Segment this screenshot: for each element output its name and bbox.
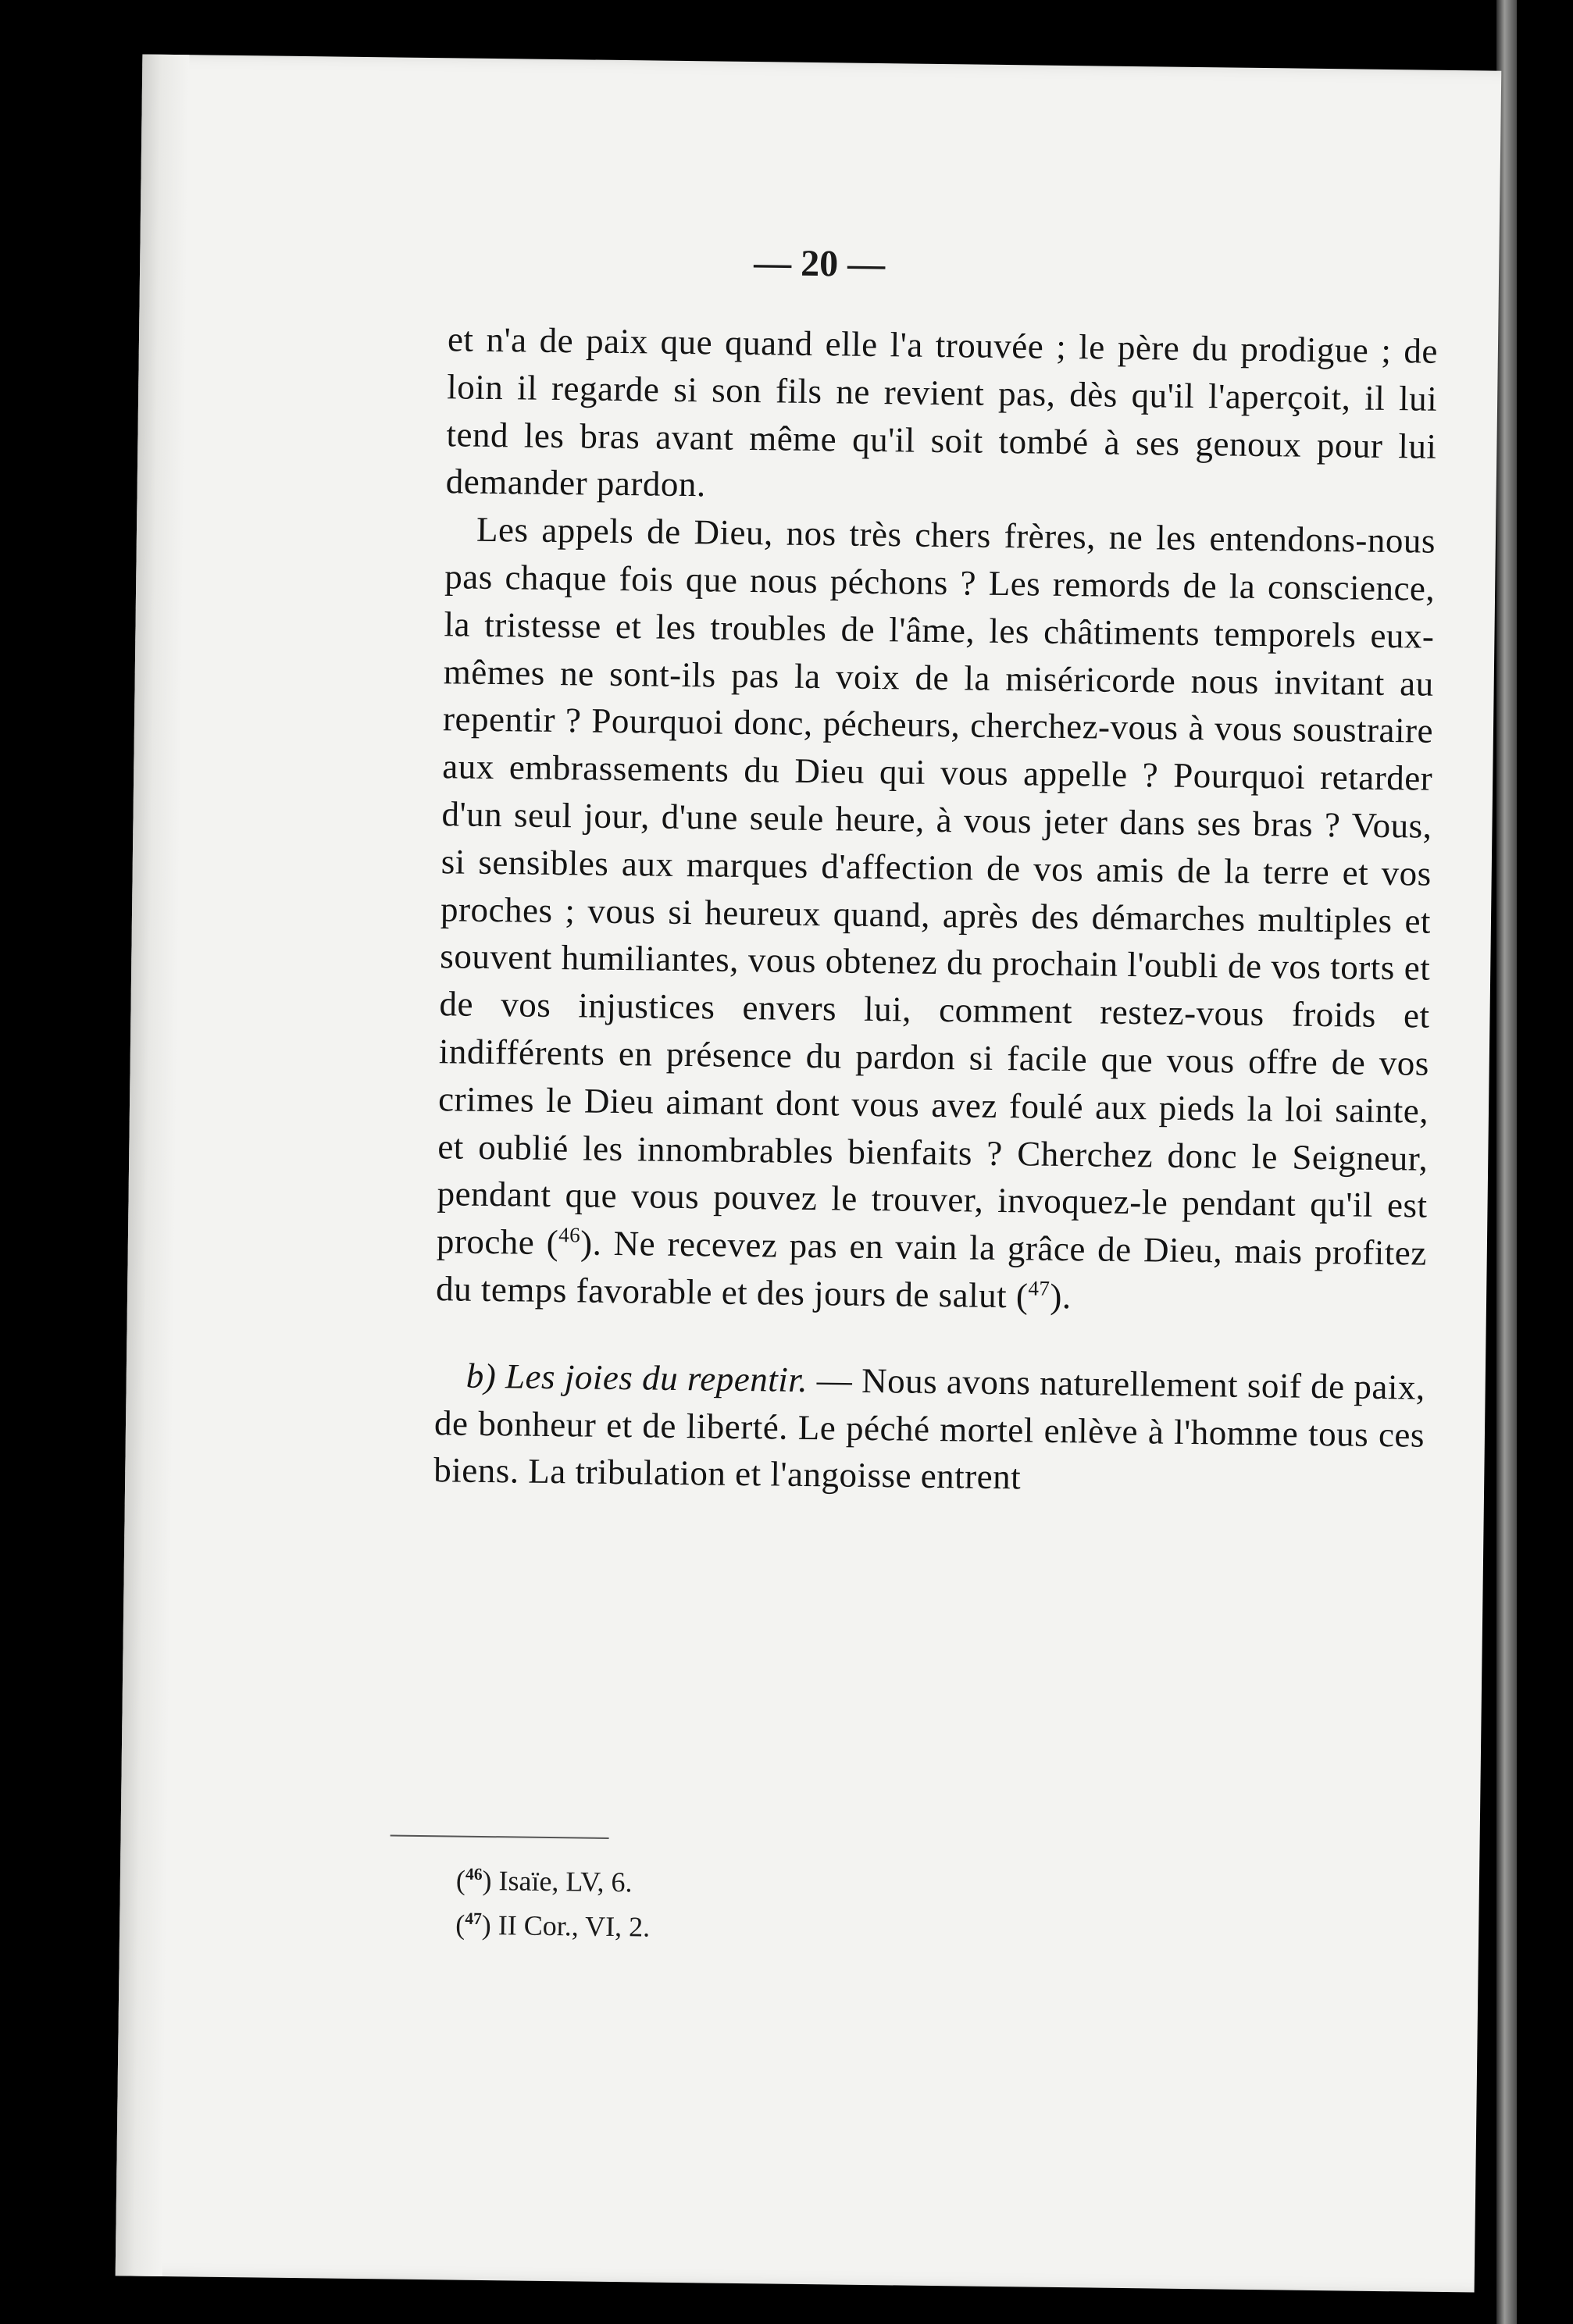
footnote-mark: 46 [465,1864,483,1884]
footnote-mark: 47 [465,1909,483,1928]
paragraph-1: et n'a de paix que quand elle l'a trouvée ; le père du prodigue ; de loin il regarde si son fils ne revient pas, dès qu'il l'aperçoit, il lui tend les bras avant même qu'il soit tombé à ses genoux pour lui demander pardon. [445,319,1439,504]
paragraph-2-end: . [1061,1276,1072,1317]
footnote-text: Isaïe, LV, 6. [498,1865,633,1898]
paragraph-2: Les appels de Dieu, nos très chers frères, ne les entendons-nous pas chaque fois que nous péchons ? Les remords de la conscience, la tristesse et les troubles de l'âme, les châtiments temporels eux-mêmes ne sont-ils pas la voix de la miséricorde nous invitant au repentir ? Pourquoi donc, pécheurs, cherchez-vous à vous soustraire aux embrassements du Dieu qui vous appelle ? Pourquoi retarder d'un seul jour, d'une seule heure, à vous jeter dans ses bras ? Vous, si sensibles aux marques d'affection de vos amis de la terre et vos proches ; vous si heureux quand, après des démarches multiples et souvent humiliantes, vous obtenez du prochain l'oubli de vos torts et de vos injustices envers lui, comment restez-vous froids et indifférents en présence du pardon si facile que vous offre de vos crimes le Dieu aimant dont vous avez foulé aux pieds la loi sainte, et oublié les innombrables bienfaits ? Cherchez donc le Seigneur, pendant que vous pouvez le trouver, invoquez-le pendant qu'il est proche ($^{46}$). Ne recevez pas en vain la grâce de Dieu, mais profitez du temps favorable et des jours de salut ($^{47}$). [435,509,1436,1317]
footnote-ref-47: 47 [1028,1276,1050,1300]
page-number: — 20 — [753,242,886,286]
book-page [116,54,1502,2292]
paragraph-2-continuation: . Ne recevez pas en vain la grâce de Dieu, mais profitez du temps favorable et des jours de salut [435,1223,1428,1316]
footnotes [455,1859,1081,1955]
footnote-separator [391,1835,609,1839]
section-title: b) Les joies du repentir. [465,1356,808,1399]
section-dash: — [807,1360,862,1400]
body-text [433,315,1438,1506]
section-text: Nous avons naturellement soif de paix, de bonheur et de liberté. Le péché mortel enlève à l'homme tous ces biens. La tribulation et l'angoisse entrent [433,1360,1426,1497]
footnote-47: ($^{47}$) II Cor., VI, 2. [455,1909,651,1943]
footnote-ref-46: 46 [558,1223,581,1247]
page-binding-shadow [116,54,190,2276]
paragraph-2-text: Les appels de Dieu, nos très chers frères, ne les entendons-nous pas chaque fois que nous péchons ? Les remords de la conscience, la tristesse et les troubles de l'âme, les châtiments temporels eux-mêmes ne sont-ils pas la voix de la miséricorde nous invitant au repentir ? Pourquoi donc, pécheurs, cherchez-vous à vous soustraire aux embrassements du Dieu qui vous appelle ? Pourquoi retarder d'un seul jour, d'une seule heure, à vous jeter dans ses bras ? Vous, si sensibles aux marques d'affection de vos amis de la terre et vos proches ; vous si heureux quand, après des démarches multiples et souvent humiliantes, vous obtenez du prochain l'oubli de vos torts et de vos injustices envers lui, comment restez-vous froids et indifférents en présence du pardon si facile que vous offre de vos crimes le Dieu aimant dont vous avez foulé aux pieds la loi sainte, et oublié les innombrables bienfaits ? Cherchez donc le Seigneur, pendant que vous pouvez le trouver, invoquez-le pendant qu'il est proche [436,509,1436,1262]
footnote-text: II Cor., VI, 2. [498,1909,651,1943]
section-b [433,1352,1425,1506]
next-page-edge [1496,0,1517,2324]
footnote-46: ($^{46}$) Isaïe, LV, 6. [455,1864,633,1898]
